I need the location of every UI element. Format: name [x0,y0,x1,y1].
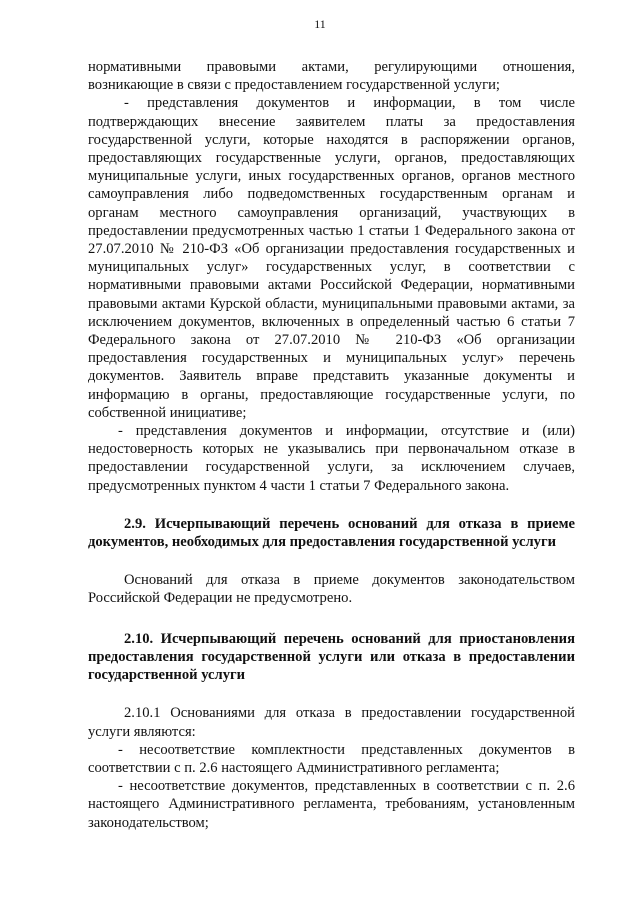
paragraph-continuation: нормативными правовыми актами, регулирующими отношения, возникающие в связи с предоставлением государственной услуги; [88,59,575,94]
document-body [88,58,575,832]
section-2-10-1-intro: 2.10.1 Основаниями для отказа в предоставлении государственной услуги являются: [88,705,575,740]
paragraph-documents-absence: - представления документов и информации, отсутствие и (или) недостоверность которых не указывались при первоначальном отказе в предоставлении государственной услуги, за исключением случаев, предусмотренных пунктом 4 части 1 статьи 7 Федерального закона. [88,423,575,494]
list-item: - несоответствие комплектности представленных документов в соответствии с п. 2.6 настоящего Административного регламента; [88,741,575,776]
paragraph-documents-information: - представления документов и информации, в том числе подтверждающих внесение заявителем платы за предоставления государственной услуги, которые находятся в распоряжении органов, предоставляющих государственные услуги, органов, предоставляющих муниципальные услуги, иных государственных органов, органов местного самоуправления либо подведомственных государственным органам и органам местного самоуправления организаций, участвующих в предоставлении предусмотренных частью 1 статьи 1 Федерального закона от 27.07.2010 № 210-ФЗ «Об организации предоставления государственных и муниципальных услуг» государственных услуг, в соответствии с нормативными правовыми актами Российской Федерации, нормативными правовыми актами Курской области, муниципальными правовыми актами, за исключением документов, включенных в определенный частью 6 статьи 7 Федерального закона от 27.07.2010 № 210-ФЗ «Об организации предоставления государственных и муниципальных услуг» перечень документов. Заявитель вправе представить указанные документы и информацию в органы, предоставляющие государственные услуги, по собственной инициативе; [88,95,575,421]
section-2-9-heading: 2.9. Исчерпывающий перечень оснований для отказа в приеме документов, необходимых для предоставления государственной услуги [88,515,575,551]
page-number: 11 [314,17,326,31]
list-item: - несоответствие документов, представленных в соответствии с п. 2.6 настоящего Административного регламента, требованиям, установленным законодательством; [88,778,575,831]
section-2-10-heading: 2.10. Исчерпывающий перечень оснований для приостановления предоставления государственной услуги или отказа в предоставлении государственной услуги [88,630,575,684]
section-2-9-text: Оснований для отказа в приеме документов законодательством Российской Федерации не предусмотрено. [88,572,575,607]
